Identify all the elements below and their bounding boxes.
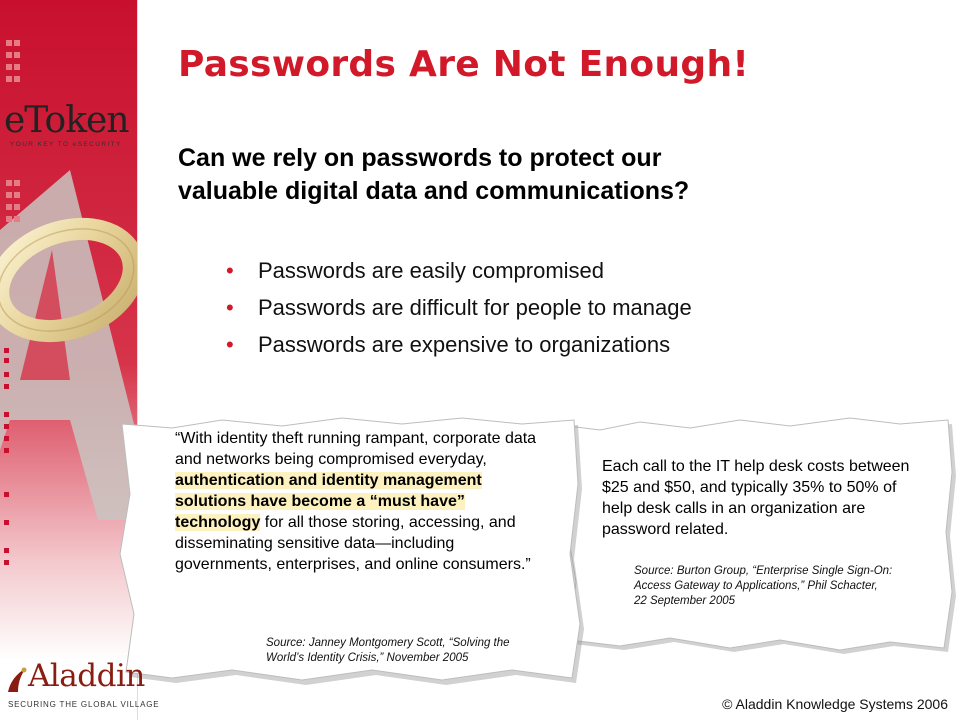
slide-title: Passwords Are Not Enough! bbox=[178, 44, 750, 85]
source-line: World’s Identity Crisis,” November 2005 bbox=[266, 652, 469, 664]
bullet-text: Passwords are difficult for people to manage bbox=[258, 295, 692, 320]
newspaper-clipping-identity bbox=[112, 414, 586, 690]
slide-subtitle bbox=[178, 142, 858, 208]
lamp-icon bbox=[6, 664, 28, 696]
aladdin-logo-text: Aladdin bbox=[28, 658, 145, 694]
identity-source bbox=[266, 636, 510, 666]
aladdin-logo bbox=[6, 658, 160, 716]
bullet-text: Passwords are easily compromised bbox=[258, 258, 605, 283]
bullet-item bbox=[226, 289, 692, 326]
source-line: 22 September 2005 bbox=[634, 595, 736, 607]
bullet-marker: • bbox=[226, 295, 234, 320]
quote-text: for all those storing, accessing, and disseminating sensitive data—including governments, enterprises, and online consumers.” bbox=[175, 514, 531, 573]
bullet-item bbox=[226, 326, 692, 363]
aladdin-tagline: SECURING THE GLOBAL VILLAGE bbox=[8, 700, 160, 709]
newspaper-clipping-helpdesk bbox=[560, 412, 956, 654]
bullet-list bbox=[226, 252, 692, 363]
bullet-marker: • bbox=[226, 332, 234, 357]
etoken-tagline: YOUR KEY TO eSECURITY bbox=[10, 141, 122, 148]
bullet-text: Passwords are expensive to organizations bbox=[258, 332, 671, 357]
etoken-logo bbox=[2, 100, 138, 156]
source-line: Source: Burton Group, “Enterprise Single Sign-On: bbox=[634, 565, 893, 577]
helpdesk-quote: Each call to the IT help desk costs between $25 and $50, and typically 35% to 50% of help desk calls in an organization are password related. bbox=[602, 458, 910, 538]
helpdesk-source bbox=[634, 564, 892, 609]
etoken-logo-text: eToken bbox=[4, 100, 129, 141]
source-line: Access Gateway to Applications,” Phil Schacter, bbox=[634, 580, 878, 592]
bullet-item bbox=[226, 252, 692, 289]
subtitle-line: valuable digital data and communications? bbox=[178, 177, 690, 205]
quote-text: “With identity theft running rampant, corporate data and networks being compromised everyday, bbox=[175, 430, 537, 468]
bullet-marker: • bbox=[226, 258, 234, 283]
source-line: Source: Janney Montgomery Scott, “Solving the bbox=[266, 637, 510, 649]
identity-quote bbox=[175, 428, 541, 575]
quote-highlight: authentication and identity management solutions have become a “must have” technology bbox=[175, 472, 482, 531]
copyright-notice: © Aladdin Knowledge Systems 2006 bbox=[722, 696, 948, 712]
subtitle-line: Can we rely on passwords to protect our bbox=[178, 144, 662, 172]
